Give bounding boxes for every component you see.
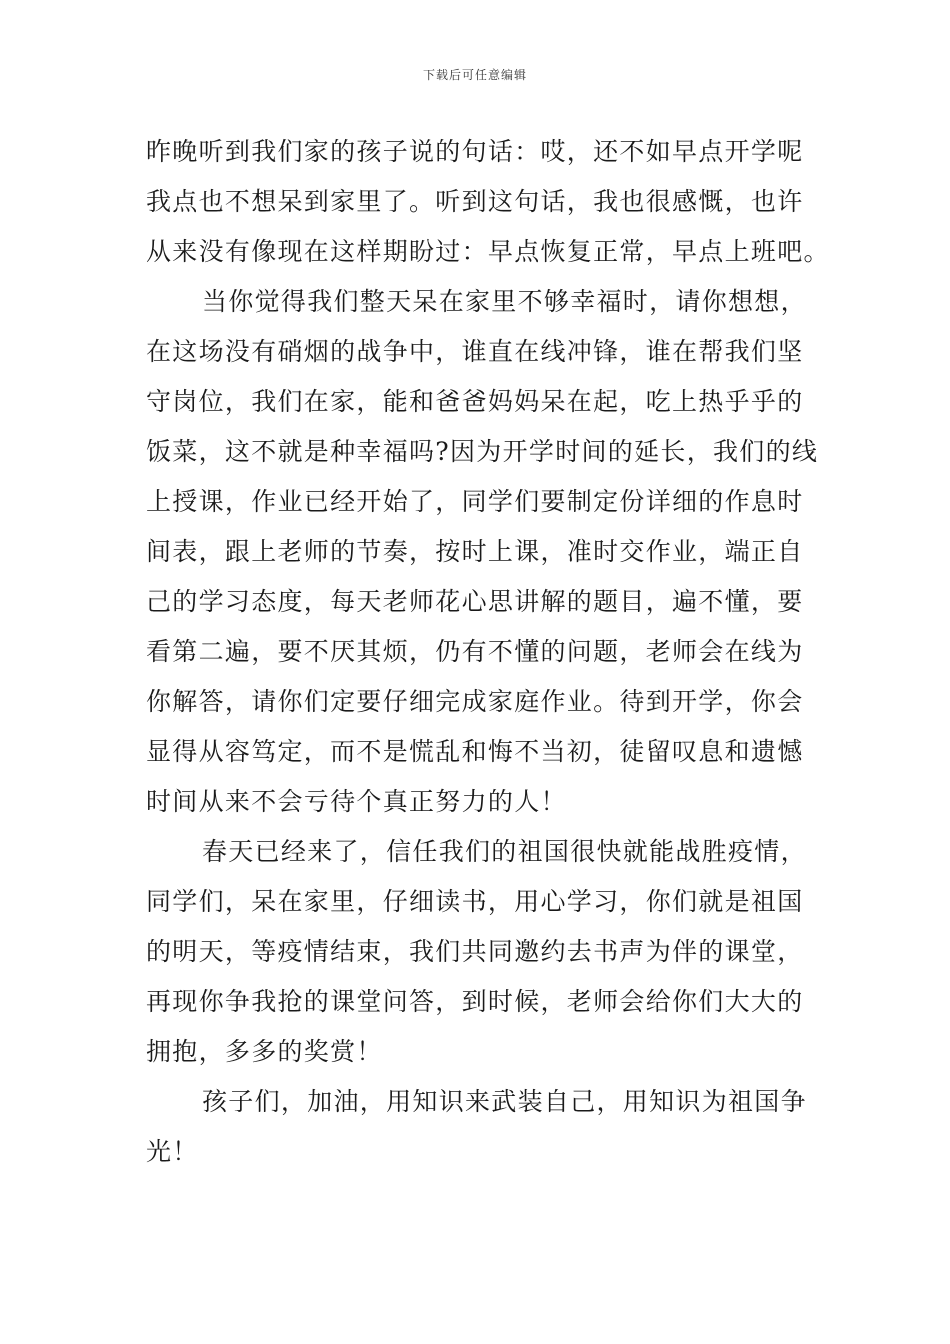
text-line: 己的学习态度，每天老师花心思讲解的题目，遍不懂，要 bbox=[146, 587, 804, 616]
document-body bbox=[146, 127, 830, 1177]
text-line: 在这场没有硝烟的战争中，谁直在线冲锋，谁在帮我们坚 bbox=[146, 337, 804, 366]
paragraph-start-line: 春天已经来了，信任我们的祖国很快就能战胜疫情， bbox=[202, 837, 807, 866]
page-header-note: 下载后可任意编辑 bbox=[422, 68, 527, 82]
text-line: 我点也不想呆到家里了。听到这句话，我也很感慨，也许 bbox=[146, 187, 804, 216]
text-line: 看第二遍，要不厌其烦，仍有不懂的问题，老师会在线为 bbox=[146, 637, 804, 666]
text-line: 的明天，等疫情结束，我们共同邀约去书声为伴的课堂， bbox=[146, 937, 804, 966]
text-line: 时间从来不会亏待个真正努力的人！ bbox=[146, 787, 567, 816]
text-line: 上授课，作业已经开始了，同学们要制定份详细的作息时 bbox=[146, 487, 804, 516]
text-line: 昨晚听到我们家的孩子说的句话：哎，还不如早点开学呢 bbox=[146, 137, 804, 166]
text-line: 光！ bbox=[146, 1137, 199, 1166]
paragraph-start-line: 当你觉得我们整天呆在家里不够幸福时，请你想想， bbox=[202, 287, 807, 316]
text-line: 拥抱，多多的奖赏！ bbox=[146, 1037, 383, 1066]
text-line: 显得从容笃定，而不是慌乱和悔不当初，徒留叹息和遗憾 bbox=[146, 737, 804, 766]
text-line: 间表，跟上老师的节奏，按时上课，准时交作业，端正自 bbox=[146, 537, 804, 566]
text-line: 守岗位，我们在家，能和爸爸妈妈呆在起，吃上热乎乎的 bbox=[146, 387, 804, 416]
text-line: 饭菜，这不就是种幸福吗?因为开学时间的延长，我们的线 bbox=[146, 437, 819, 466]
paragraph-start-line: 孩子们，加油，用知识来武装自己，用知识为祖国争 bbox=[202, 1087, 807, 1116]
text-line: 你解答，请你们定要仔细完成家庭作业。待到开学，你会 bbox=[146, 687, 804, 716]
text-line: 同学们，呆在家里，仔细读书，用心学习，你们就是祖国 bbox=[146, 887, 804, 916]
text-line: 再现你争我抢的课堂问答，到时候，老师会给你们大大的 bbox=[146, 987, 804, 1016]
text-line: 从来没有像现在这样期盼过：早点恢复正常，早点上班吧。 bbox=[146, 237, 830, 266]
